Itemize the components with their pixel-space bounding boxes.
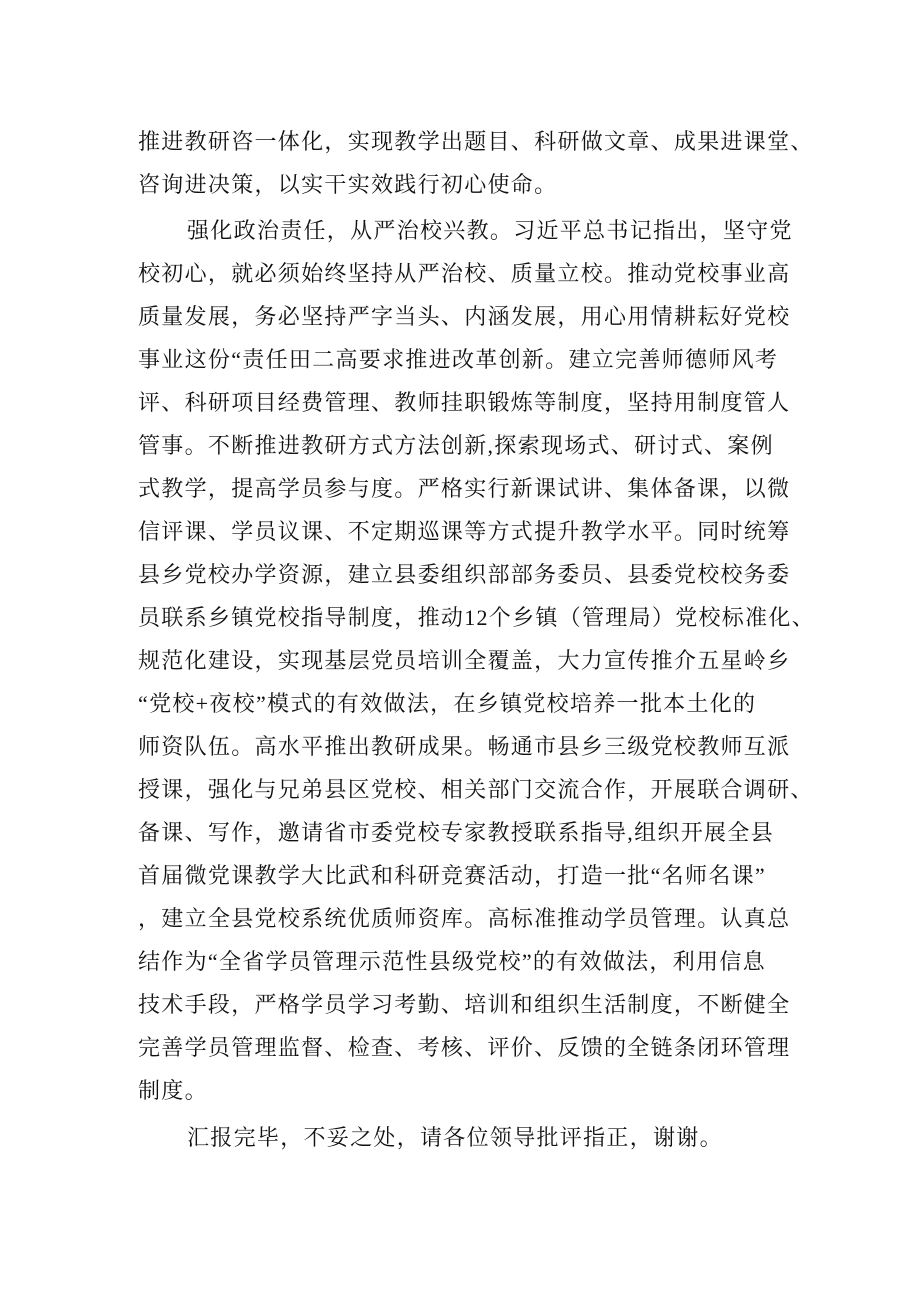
text-line: 首届微党课教学大比武和科研竞赛活动，打造一批“名师名课” <box>138 863 766 888</box>
text-line: “党校+夜校”模式的有效做法，在乡镇党校培养一批本土化的 <box>138 691 757 716</box>
text-line: 信评课、学员议课、不定期巡课等方式提升教学水平。同时统筹 <box>138 519 791 544</box>
text-line: 推进教研咨一体化，实现教学出题目、科研做文章、成果进课堂、 <box>138 129 814 154</box>
text-line: ，建立全县党校系统优质师资库。高标准推动学员管理。认真总 <box>138 906 791 931</box>
text-line: 管事。不断推进教研方式方法创新,探索现场式、研讨式、案例 <box>138 433 774 458</box>
text-line: 校初心，就必须始终坚持从严治校、质量立校。推动党校事业高 <box>138 261 791 286</box>
paragraph-political-responsibility <box>138 209 920 1112</box>
text-line: 强化政治责任，从严治校兴教。习近平总书记指出，坚守党 <box>187 218 793 243</box>
text-line: 汇报完毕，不妥之处，请各位领导批评指正，谢谢。 <box>187 1125 723 1150</box>
text-line: 咨询进决策，以实干实效践行初心使命。 <box>138 172 558 197</box>
text-line: 技术手段，严格学员学习考勤、培训和组织生活制度，不断健全 <box>138 992 791 1017</box>
text-line: 备课、写作，邀请省市委党校专家教授联系指导,组织开展全县 <box>138 820 774 845</box>
text-line: 完善学员管理监督、检查、考核、评价、反馈的全链条闭环管理 <box>138 1035 791 1060</box>
text-line: 制度。 <box>138 1078 208 1103</box>
paragraph-closing <box>138 1116 920 1159</box>
text-line: 规范化建设，实现基层党员培训全覆盖，大力宣传推介五星岭乡 <box>138 648 791 673</box>
text-line: 结作为“全省学员管理示范性县级党校”的有效做法，利用信息 <box>138 949 766 974</box>
text-line: 授课，强化与兄弟县区党校、相关部门交流合作，开展联合调研、 <box>138 777 814 802</box>
text-line: 员联系乡镇党校指导制度，推动12个乡镇（管理局）党校标准化、 <box>138 605 816 630</box>
text-line: 式教学，提高学员参与度。严格实行新课试讲、集体备课，以微 <box>138 476 791 501</box>
text-line: 师资队伍。高水平推出教研成果。畅通市县乡三级党校教师互派 <box>138 734 791 759</box>
paragraph-continuation <box>138 120 920 206</box>
text-line: 评、科研项目经费管理、教师挂职锻炼等制度，坚持用制度管人 <box>138 390 791 415</box>
text-line: 县乡党校办学资源，建立县委组织部部务委员、县委党校校务委 <box>138 562 791 587</box>
text-line: 事业这份“责任田二高要求推进改革创新。建立完善师德师风考 <box>138 347 779 372</box>
text-line: 质量发展，务必坚持严字当头、内涵发展，用心用情耕耘好党校 <box>138 304 791 329</box>
